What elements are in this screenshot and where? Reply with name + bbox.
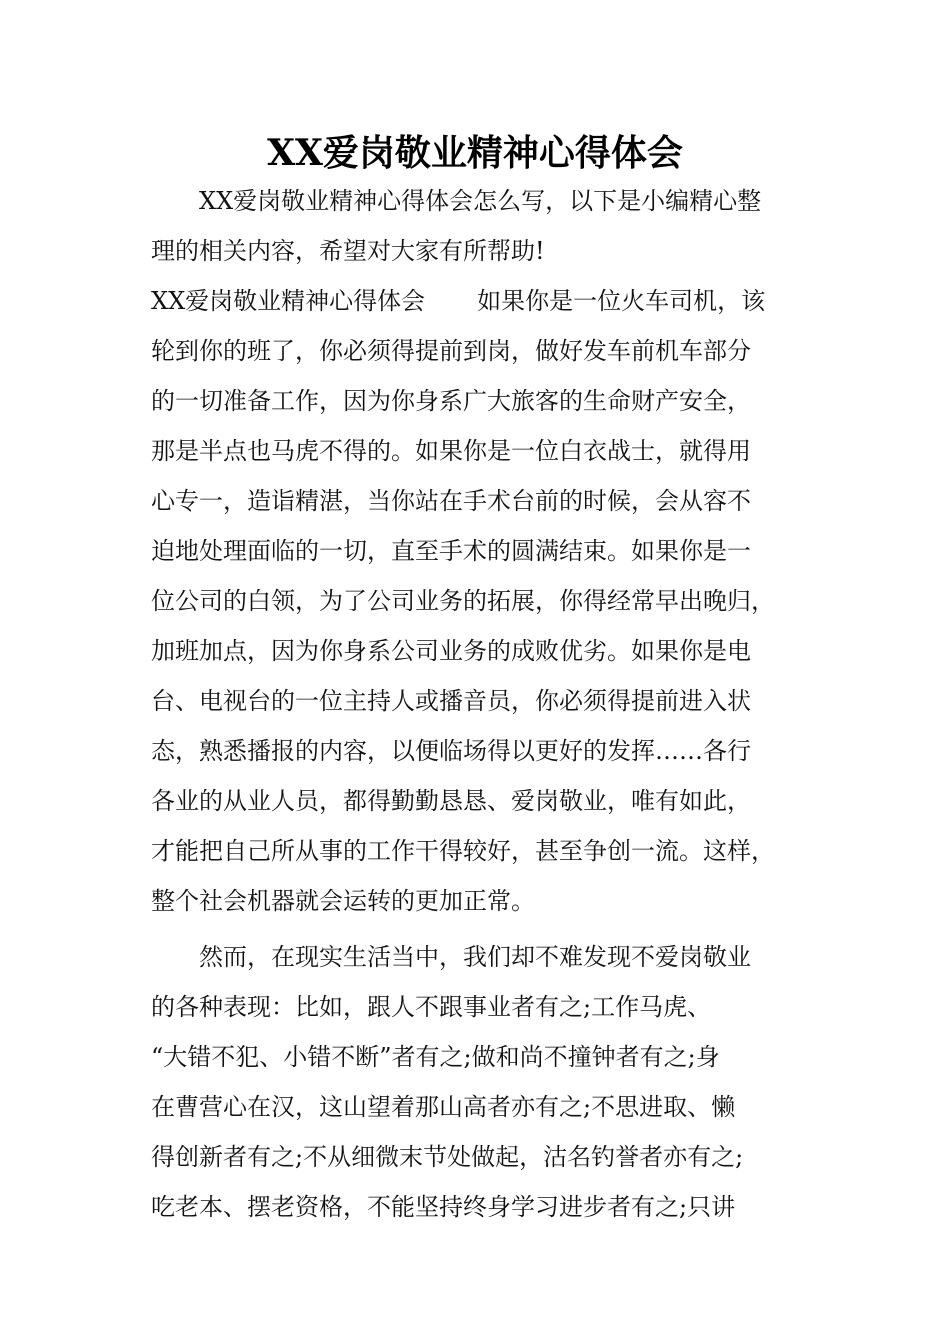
paragraph-line: 吃老本、摆老资格，不能坚持终身学习进步者有之;只讲: [151, 1193, 736, 1221]
paragraph-line: “大错不犯、小错不断”者有之;做和尚不撞钟者有之;身: [151, 1043, 720, 1071]
paragraph-line: 那是半点也马虎不得的。如果你是一位白衣战士，就得用: [151, 437, 751, 465]
paragraph-line: [151, 276, 811, 326]
intro-line: XX爱岗敬业精神心得体会怎么写，以下是小编精心整: [199, 187, 762, 215]
paragraph-line: 心专一，造诣精湛，当你站在手术台前的时候，会从容不: [151, 487, 751, 515]
paragraph-line: 的各种表现：比如，跟人不跟事业者有之;工作马虎、: [151, 993, 712, 1021]
paragraph-line: 才能把自己所从事的工作干得较好，甚至争创一流。这样，: [151, 837, 775, 865]
paragraph-line: 加班加点，因为你身系公司业务的成败优劣。如果你是电: [151, 637, 751, 665]
paragraph-text: 如果你是一位火车司机，该: [477, 287, 766, 315]
intro-line: 理的相关内容，希望对大家有所帮助!: [151, 237, 545, 265]
document-title: XX爱岗敬业精神心得体会: [267, 132, 683, 174]
paragraph-line: 得创新者有之;不从细微末节处做起，沽名钓誉者亦有之;: [151, 1143, 744, 1171]
paragraph-line: 态，熟悉播报的内容，以便临场得以更好的发挥……各行: [151, 737, 751, 765]
paragraph-line: 台、电视台的一位主持人或播音员，你必须得提前进入状: [151, 687, 751, 715]
paragraph-line: 整个社会机器就会运转的更加正常。: [151, 887, 535, 915]
paragraph-line: 位公司的白领，为了公司业务的拓展，你得经常早出晚归，: [151, 587, 775, 615]
paragraph-line: 迫地处理面临的一切，直至手术的圆满结束。如果你是一: [151, 537, 751, 565]
paragraph-line: 然而，在现实生活当中，我们却不难发现不爱岗敬业: [199, 943, 751, 971]
paragraph-line: 各业的从业人员，都得勤勤恳恳、爱岗敬业，唯有如此，: [151, 787, 751, 815]
paragraph-line: 的一切准备工作，因为你身系广大旅客的生命财产安全，: [151, 387, 751, 415]
paragraph-line: 在曹营心在汉，这山望着那山高者亦有之;不思进取、懒: [151, 1093, 736, 1121]
paragraph-line: 轮到你的班了，你必须得提前到岗，做好发车前机车部分: [151, 337, 751, 365]
section-heading: XX爱岗敬业精神心得体会: [151, 287, 426, 315]
document-body: [151, 176, 811, 1232]
